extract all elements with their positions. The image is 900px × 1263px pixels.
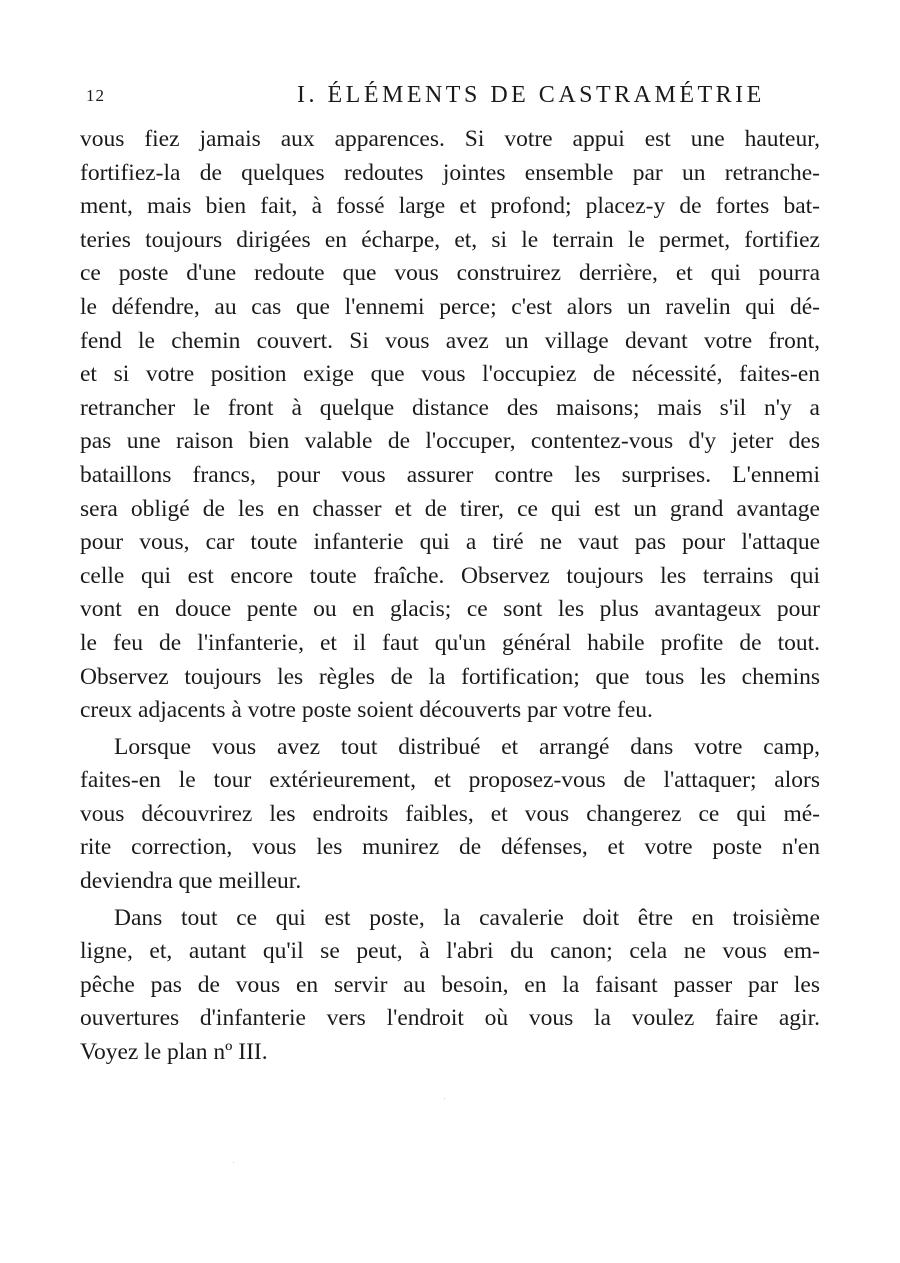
text-line: ce poste d'une redoute que vous construirez derrière, et qui pourra [80, 260, 820, 287]
running-title: I. ÉLÉMENTS DE CASTRAMÉTRIE [297, 82, 765, 108]
text-line: pêche pas de vous en servir au besoin, en la faisant passer par les [80, 971, 820, 998]
text-line: deviendra que meilleur. [80, 868, 302, 895]
text-line: sera obligé de les en chasser et de tirer, ce qui est un grand avantage [80, 495, 820, 522]
text-line: pas une raison bien valable de l'occuper, contentez-vous d'y jeter des [80, 428, 820, 455]
text-line: vous fiez jamais aux apparences. Si votre appui est une hauteur, [80, 126, 820, 152]
text-line: Voyez le plan nº III. [80, 1039, 268, 1066]
text-line: faites-en le tour extérieurement, et proposez-vous de l'attaquer; alors [80, 767, 820, 794]
text-line: le défendre, au cas que l'ennemi perce; c'est alors un ravelin qui dé- [80, 293, 820, 320]
text-line: et si votre position exige que vous l'occupiez de nécessité, faites-en [80, 361, 820, 388]
text-line: pour vous, car toute infanterie qui a tiré ne vaut pas pour l'attaque [80, 529, 820, 556]
text-line: fend le chemin couvert. Si vous avez un village devant votre front, [80, 327, 820, 354]
paragraph-cavalry [80, 902, 820, 1070]
text-line: fortifiez-la de quelques redoutes jointes ensemble par un retranche- [80, 159, 820, 186]
text-line: ouvertures d'infanterie vers l'endroit où vous la voulez faire agir. [80, 1005, 820, 1032]
running-head [82, 82, 822, 112]
text-line: Lorsque vous avez tout distribué et arrangé dans votre camp, [114, 733, 820, 760]
text-line: creux adjacents à votre poste soient découverts par votre feu. [80, 697, 653, 724]
text-line: retrancher le front à quelque distance des maisons; mais s'il n'y a [80, 394, 820, 421]
text-line: vous découvrirez les endroits faibles, et vous changerez ce qui mé- [80, 800, 820, 827]
text-line: Dans tout ce qui est poste, la cavalerie doit être en troisième [114, 904, 820, 931]
text-line: celle qui est encore toute fraîche. Observez toujours les terrains qui [80, 562, 820, 589]
text-line: teries toujours dirigées en écharpe, et, si le terrain le permet, fortifiez [80, 226, 820, 253]
body-text [80, 123, 820, 1070]
text-line: ment, mais bien fait, à fossé large et profond; placez-y de fortes bat- [80, 193, 820, 220]
paragraph-camp-tour [80, 731, 820, 899]
text-line: rite correction, vous les munirez de défenses, et votre poste n'en [80, 834, 820, 861]
page-number: 12 [86, 86, 105, 105]
paper-speck [233, 1162, 234, 1163]
text-line: Observez toujours les règles de la fortification; que tous les chemins [80, 663, 820, 690]
text-line: bataillons francs, pour vous assurer contre les surprises. L'ennemi [80, 461, 820, 488]
text-line: vont en douce pente ou en glacis; ce sont les plus avantageux pour [80, 596, 820, 623]
text-line: le feu de l'infanterie, et il faut qu'un général habile profite de tout. [80, 629, 820, 656]
paragraph-continued [80, 123, 820, 728]
paper-speck [444, 1098, 445, 1099]
text-line: ligne, et, autant qu'il se peut, à l'abri du canon; cela ne vous em- [80, 938, 820, 965]
